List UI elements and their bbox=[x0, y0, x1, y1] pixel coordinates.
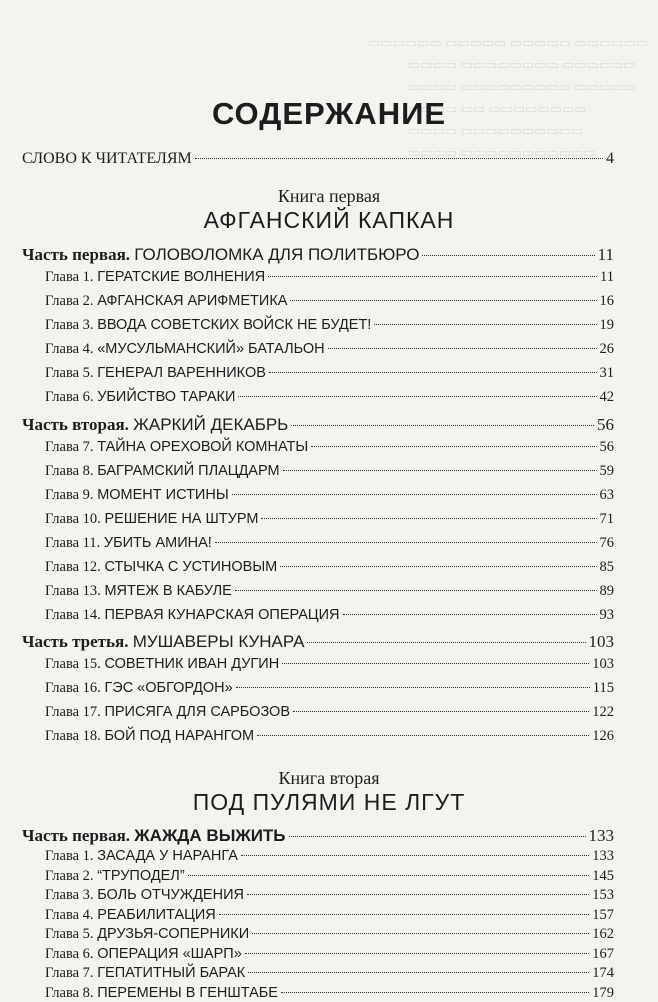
page-number: 11 bbox=[600, 269, 614, 285]
dot-leader bbox=[290, 300, 596, 301]
page-number: 122 bbox=[592, 704, 614, 720]
dot-leader bbox=[268, 276, 597, 277]
chapter-number: Глава 10. bbox=[45, 511, 101, 527]
dot-leader bbox=[188, 875, 590, 876]
dot-leader bbox=[311, 446, 596, 447]
book-heading bbox=[0, 768, 658, 816]
chapter-number: Глава 2. bbox=[45, 293, 94, 309]
toc-chapter-entry bbox=[45, 389, 614, 406]
page-title: СОДЕРЖАНИЕ bbox=[211, 96, 447, 131]
chapter-number: Глава 4. bbox=[45, 906, 94, 923]
chapter-title: УБИТЬ АМИНА! bbox=[103, 535, 212, 551]
book-label: Книга первая bbox=[277, 186, 381, 206]
toc-chapter-entry bbox=[45, 293, 614, 310]
dot-leader bbox=[280, 566, 596, 567]
page-number: 63 bbox=[599, 487, 614, 503]
chapter-number: Глава 7. bbox=[45, 965, 94, 981]
chapter-number: Глава 3. bbox=[45, 317, 94, 333]
chapter-title: МОМЕНТ ИСТИНЫ bbox=[97, 487, 229, 503]
toc-chapter-entry bbox=[45, 848, 614, 865]
chapter-number: Глава 6. bbox=[45, 945, 94, 962]
part-prefix: Часть первая. bbox=[22, 826, 131, 845]
dot-leader bbox=[293, 711, 589, 712]
toc-part-entry bbox=[22, 415, 614, 435]
page-number: 133 bbox=[592, 848, 614, 864]
dot-leader bbox=[236, 687, 590, 688]
chapter-number: Глава 14. bbox=[45, 607, 101, 623]
page-number: 19 bbox=[599, 317, 614, 333]
chapter-title: СТЫЧКА С УСТИНОВЫМ bbox=[104, 559, 278, 575]
toc-foreword-entry bbox=[22, 150, 614, 168]
page-number: 85 bbox=[599, 559, 614, 575]
dot-leader bbox=[195, 158, 603, 159]
dot-leader bbox=[257, 735, 589, 736]
page-number: 26 bbox=[599, 341, 614, 357]
chapter-number: Глава 12. bbox=[45, 559, 101, 575]
page-number: 115 bbox=[592, 680, 614, 696]
toc-chapter-entry bbox=[45, 926, 614, 943]
dot-leader bbox=[291, 425, 594, 426]
chapter-number: Глава 5. bbox=[45, 365, 94, 381]
chapter-title: ГЕНЕРАЛ ВАРЕННИКОВ bbox=[97, 365, 266, 381]
chapter-title: БАГРАМСКИЙ ПЛАЦДАРМ bbox=[97, 463, 280, 479]
page-number: 76 bbox=[599, 535, 614, 551]
part-prefix: Часть первая. bbox=[22, 245, 131, 264]
chapter-number: Глава 6. bbox=[45, 389, 94, 405]
book-title: ПОД ПУЛЯМИ НЕ ЛГУТ bbox=[192, 789, 466, 815]
chapter-title: ГЕПАТИТНЫЙ БАРАК bbox=[97, 965, 246, 981]
toc-chapter-entry bbox=[45, 559, 614, 576]
toc-chapter-entry bbox=[45, 680, 614, 697]
dot-leader bbox=[248, 972, 589, 973]
toc-chapter-entry bbox=[45, 463, 614, 480]
chapter-number: Глава 13. bbox=[45, 583, 101, 599]
part-title: ЖАРКИЙ ДЕКАБРЬ bbox=[133, 415, 289, 434]
part-prefix: Часть вторая. bbox=[22, 415, 129, 434]
chapter-title: АФГАНСКАЯ АРИФМЕТИКА bbox=[97, 293, 288, 309]
dot-leader bbox=[219, 914, 590, 915]
dot-leader bbox=[252, 933, 589, 934]
chapter-number: Глава 2. bbox=[45, 867, 94, 884]
page-number: 59 bbox=[599, 463, 614, 479]
chapter-title: СОВЕТНИК ИВАН ДУГИН bbox=[104, 656, 280, 672]
page-number: 31 bbox=[599, 365, 614, 381]
dot-leader bbox=[422, 255, 594, 256]
page-number: 179 bbox=[592, 984, 614, 1001]
chapter-title: ГЕРАТСКИЕ ВОЛНЕНИЯ bbox=[97, 269, 266, 285]
chapter-title: ВВОДА СОВЕТСКИХ ВОЙСК НЕ БУДЕТ! bbox=[97, 317, 372, 333]
chapter-title: ПРИСЯГА ДЛЯ САРБОЗОВ bbox=[104, 704, 290, 720]
dot-leader bbox=[261, 518, 596, 519]
part-title: ГОЛОВОЛОМКА ДЛЯ ПОЛИТБЮРО bbox=[134, 245, 420, 264]
toc-chapter-entry bbox=[45, 704, 614, 721]
chapter-number: Глава 8. bbox=[45, 984, 94, 1001]
dot-leader bbox=[232, 494, 597, 495]
dot-leader bbox=[235, 590, 597, 591]
part-prefix: Часть третья. bbox=[22, 632, 129, 651]
chapter-number: Глава 4. bbox=[45, 341, 94, 357]
page-number: 157 bbox=[592, 906, 614, 923]
toc-chapter-entry bbox=[45, 535, 614, 552]
chapter-title: ПЕРВАЯ КУНАРСКАЯ ОПЕРАЦИЯ bbox=[104, 607, 340, 623]
page-number: 16 bbox=[599, 293, 614, 309]
dot-leader bbox=[247, 894, 589, 895]
toc-chapter-entry bbox=[45, 583, 614, 600]
chapter-title: УБИЙСТВО ТАРАКИ bbox=[97, 389, 236, 405]
dot-leader bbox=[374, 324, 596, 325]
chapter-title: «МУСУЛЬМАНСКИЙ» БАТАЛЬОН bbox=[97, 341, 325, 357]
part-title: ЖАЖДА ВЫЖИТЬ bbox=[134, 826, 286, 845]
chapter-title: ГЭС «ОБГОРДОН» bbox=[104, 680, 233, 696]
page-number: 174 bbox=[592, 965, 614, 981]
page-number: 4 bbox=[606, 150, 614, 167]
chapter-number: Глава 1. bbox=[45, 848, 94, 864]
page-number: 145 bbox=[592, 867, 614, 884]
chapter-title: ОПЕРАЦИЯ «ШАРП» bbox=[97, 945, 242, 962]
toc-chapter-entry bbox=[45, 656, 614, 673]
chapter-title: ПЕРЕМЕНЫ В ГЕНШТАБЕ bbox=[97, 984, 278, 1001]
dot-leader bbox=[215, 542, 597, 543]
chapter-title: ДРУЗЬЯ-СОПЕРНИКИ bbox=[97, 926, 250, 942]
page-number: 103 bbox=[592, 656, 614, 672]
page-number: 56 bbox=[599, 439, 614, 455]
chapter-number: Глава 11. bbox=[45, 535, 101, 551]
toc-chapter-entry bbox=[45, 965, 614, 982]
page-number: 56 bbox=[597, 415, 614, 434]
page-number: 162 bbox=[592, 926, 614, 942]
page-number: 11 bbox=[597, 245, 614, 264]
dot-leader bbox=[283, 470, 597, 471]
foreword-label: СЛОВО К ЧИТАТЕЛЯМ bbox=[22, 150, 192, 167]
chapter-title: РЕАБИЛИТАЦИЯ bbox=[97, 906, 216, 923]
toc-chapter-entry bbox=[45, 868, 614, 885]
toc-chapter-entry bbox=[45, 907, 614, 924]
toc-part-entry bbox=[22, 826, 614, 846]
chapter-title: БОЙ ПОД НАРАНГОМ bbox=[104, 728, 255, 744]
chapter-title: “ТРУПОДЕЛ” bbox=[97, 867, 185, 884]
chapter-title: ТАЙНА ОРЕХОВОЙ КОМНАТЫ bbox=[97, 439, 309, 455]
page-number: 71 bbox=[599, 511, 614, 527]
toc-chapter-entry bbox=[45, 341, 614, 358]
chapter-title: МЯТЕЖ В КАБУЛЕ bbox=[104, 583, 232, 599]
page-number: 167 bbox=[592, 945, 614, 962]
book-title: АФГАНСКИЙ КАПКАН bbox=[203, 207, 455, 233]
dot-leader bbox=[269, 372, 597, 373]
toc-chapter-entry bbox=[45, 728, 614, 745]
book-label: Книга вторая bbox=[278, 768, 380, 788]
page-number: 133 bbox=[588, 826, 614, 845]
chapter-title: БОЛЬ ОТЧУЖДЕНИЯ bbox=[97, 887, 244, 903]
page-number: 42 bbox=[599, 389, 614, 405]
bleed-through-text: ▭▭▭▭▭▭ ▭▭▭▭▭ ▭▭▭▭▭ ▭▭▭▭▭▭ ▭▭▭▭ ▭▭▭▭▭▭▭▭ ▭▭▭▭▭▭ ▭▭▭▭ ▭▭▭▭▭▭▭▭▭ ▭▭▭▭▭ ▭▭▭▭ ▭▭ ▭▭▭▭▭▭▭▭ ▭▭▭▭ ▭▭▭▭▭▭▭▭▭▭ ▭▭▭▭ ▭▭▭▭▭▭▭▭▭▭▭ bbox=[368, 35, 648, 160]
dot-leader bbox=[307, 642, 585, 643]
page-number: 103 bbox=[588, 632, 614, 651]
dot-leader bbox=[289, 836, 586, 837]
chapter-number: Глава 15. bbox=[45, 656, 101, 672]
toc-part-entry bbox=[22, 245, 614, 265]
chapter-number: Глава 5. bbox=[45, 926, 94, 942]
toc-chapter-entry bbox=[45, 985, 614, 1002]
toc-chapter-entry bbox=[45, 439, 614, 456]
page-number: 89 bbox=[599, 583, 614, 599]
page-number: 126 bbox=[592, 728, 614, 744]
chapter-number: Глава 18. bbox=[45, 728, 101, 744]
toc-chapter-entry bbox=[45, 269, 614, 286]
toc-chapter-entry bbox=[45, 317, 614, 334]
dot-leader bbox=[281, 992, 589, 993]
dot-leader bbox=[241, 855, 589, 856]
dot-leader bbox=[238, 396, 596, 397]
toc-chapter-entry bbox=[45, 887, 614, 904]
chapter-number: Глава 9. bbox=[45, 487, 94, 503]
chapter-title: ЗАСАДА У НАРАНГА bbox=[97, 848, 238, 864]
toc-part-entry bbox=[22, 632, 614, 652]
chapter-number: Глава 16. bbox=[45, 680, 101, 696]
page-number: 93 bbox=[599, 607, 614, 623]
dot-leader bbox=[343, 614, 597, 615]
book-heading bbox=[0, 186, 658, 234]
toc-chapter-entry bbox=[45, 365, 614, 382]
chapter-number: Глава 3. bbox=[45, 887, 94, 903]
chapter-number: Глава 7. bbox=[45, 439, 94, 455]
page-number: 153 bbox=[592, 887, 614, 903]
chapter-number: Глава 8. bbox=[45, 463, 94, 479]
toc-chapter-entry bbox=[45, 607, 614, 624]
toc-chapter-entry bbox=[45, 487, 614, 504]
chapter-title: РЕШЕНИЕ НА ШТУРМ bbox=[104, 511, 259, 527]
toc-chapter-entry bbox=[45, 511, 614, 528]
chapter-number: Глава 17. bbox=[45, 704, 101, 720]
dot-leader bbox=[328, 348, 597, 349]
part-title: МУШАВЕРЫ КУНАРА bbox=[132, 632, 305, 651]
chapter-number: Глава 1. bbox=[45, 269, 94, 285]
dot-leader bbox=[282, 663, 589, 664]
